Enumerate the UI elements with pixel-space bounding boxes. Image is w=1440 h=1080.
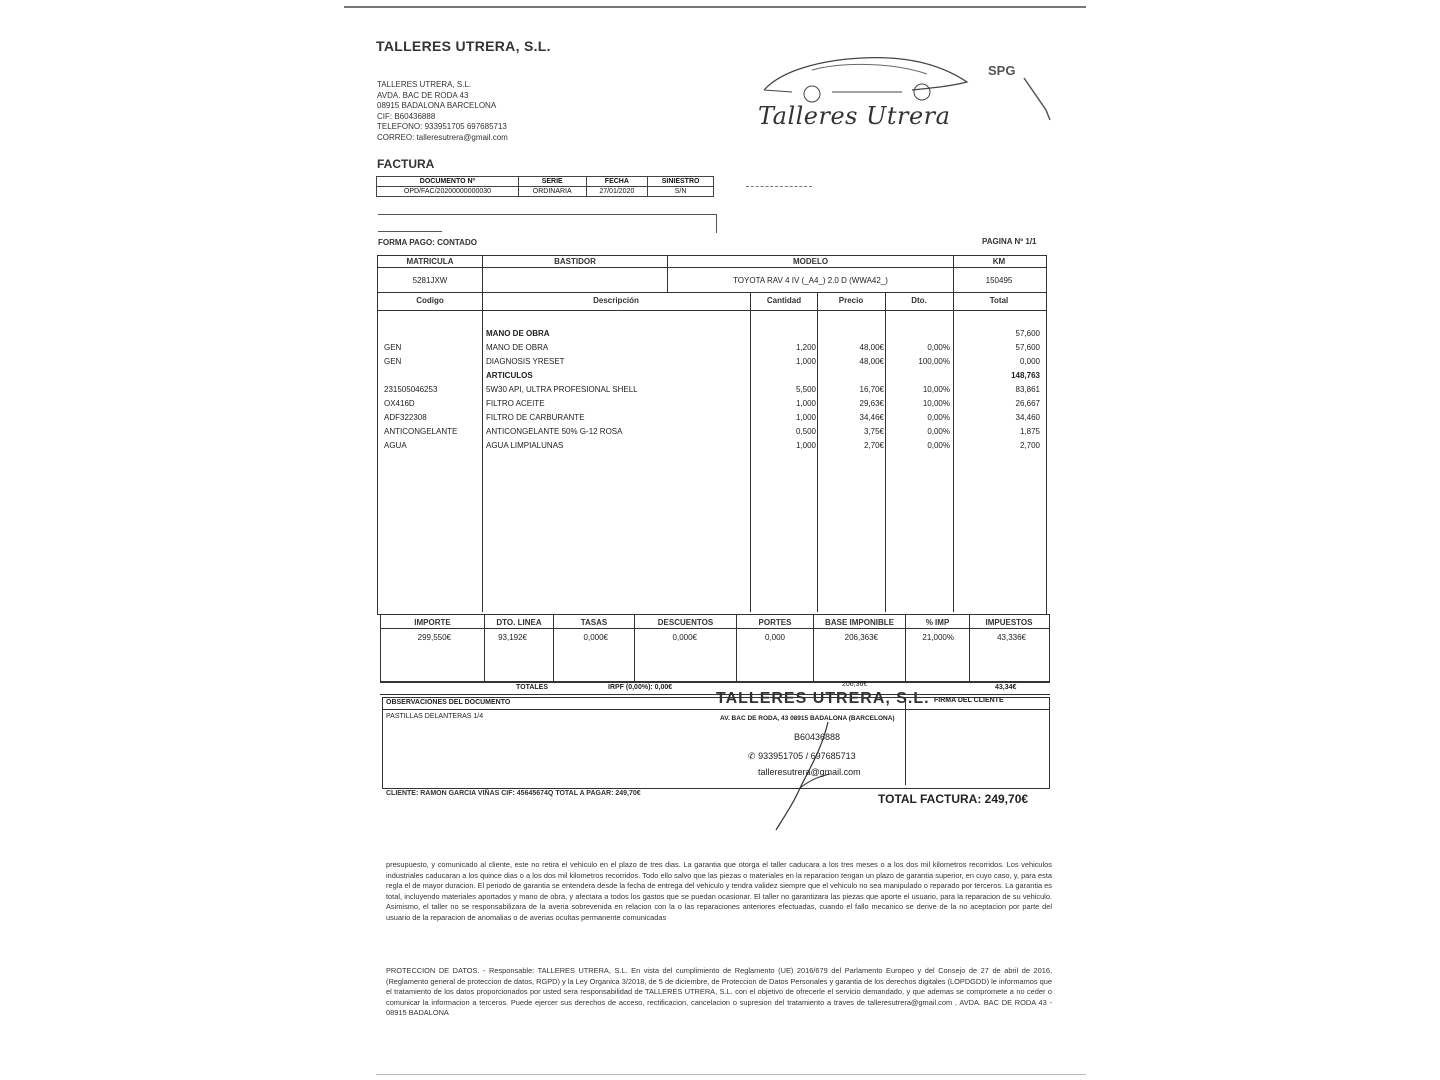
summary-header-imp: % IMP	[925, 618, 950, 627]
cell-cantidad: 1,000	[795, 413, 816, 422]
cell-dto: 10,00%	[922, 385, 950, 394]
cell-descripcion: FILTRO ACEITE	[486, 399, 545, 408]
cell-codigo: OX416D	[384, 399, 415, 408]
summary-header-tasas: TASAS	[580, 618, 608, 627]
value-km: 150495	[985, 276, 1013, 285]
value-matricula: 5281JXW	[412, 276, 448, 285]
cell-descripcion: DIAGNOSIS YRESET	[486, 357, 565, 366]
company-title: TALLERES UTRERA, S.L.	[376, 38, 551, 54]
observaciones-box	[382, 697, 1050, 789]
cell-total: 57,600	[1015, 343, 1040, 352]
value-serie: ORDINARIA	[518, 187, 586, 197]
header-fecha: FECHA	[586, 177, 648, 187]
cell-descripcion: ARTICULOS	[486, 371, 533, 380]
totales-label: TOTALES	[516, 684, 549, 691]
header-cantidad: Cantidad	[766, 296, 802, 305]
divider	[380, 628, 1050, 629]
table-row	[384, 413, 1040, 427]
proteccion-datos-text: PROTECCION DE DATOS. - Responsable: TALLERES UTRERA, S.L. En vista del cumplimiento de Reglamento (UE) 2016/679 del Parlamento Europeo y del Consejo de 27 de abril de 2016, (Reglamento general de proteccion de datos, RGPD) y la Ley Organica 3/2018, de 5 de diciembre, de Proteccion de Datos Personales y garantia de los derechos digitales (LOPDGDD) le informamos que el tratamiento de los datos proporcionados por usted sera responsabilidad de TALLERES UTRERA, S.L. con el objetivo de ofrecerle el servicio demandado, y que ademas se compromete a no ceder o comunicar la informacion a terceros. Puede ejercer sus derechos de acceso, rectificacion, cancelacion o supresion del tratamiento a traves de talleresutrera@gmail.com , AVDA. BAC DE RODA 43 - 08915 BADALONA	[386, 966, 1052, 1018]
cell-descripcion: MANO DE OBRA	[486, 343, 549, 352]
firma-label: FIRMA DEL CLIENTE	[934, 697, 1004, 704]
cell-precio: 3,75€	[863, 427, 884, 436]
invoice-title: FACTURA	[377, 157, 435, 171]
cell-cantidad: 1,200	[795, 343, 816, 352]
address-line: CIF: B60436888	[377, 111, 436, 121]
value-siniestro: S/N	[648, 187, 714, 197]
divider	[377, 310, 1047, 311]
cell-codigo: GEN	[384, 357, 402, 366]
cell-codigo: ANTICONGELANTE	[384, 427, 458, 436]
garantia-text: presupuesto, y comunicado al cliente, este no retira el vehiculo en el plazo de tres dias. La garantia que otorga el taller caducara a los tres meses o a los dos mil kilometros recorridos. Los vehiculos industriales caducaran a los quince dias o a los dos mil kilometros recorridos. Todo ello salvo que las piezas o materiales en la reparacion tengan un plazo de garantia superior, en cuyo caso, y, para esta regla el de mayor duracion. El periodo de garantia se entendera desde la fecha de entrega del vehiculo y tendra validez siempre que el vehiculo no sea manipulado o reparado por terceros. La garantia es total, incluyendo materiales aportados y mano de obra, y afectara a todos los gastos que se puedan ocasionar. El taller no garantizara las piezas que aporte el usuario, para la reparacion de su vehiculo. Asimismo, el taller no se responsabilizara de la averia sobrevenida en relacion con la o las reparaciones anteriores efectuadas, cuando el fallo mecanico se derive de la no aceptacion por parte del usuario de la reparacion de anomalias o de averias ocultas permanente comunicadas	[386, 860, 1052, 922]
value-modelo: TOYOTA RAV 4 IV (_A4_) 2.0 D (WWA42_)	[733, 276, 888, 285]
signature-icon	[770, 718, 860, 838]
cell-precio: 29,63€	[859, 399, 884, 408]
header-bastidor: BASTIDOR	[554, 257, 596, 266]
cell-cantidad: 1,000	[795, 357, 816, 366]
table-row	[384, 343, 1040, 357]
cell-dto: 0,00%	[927, 441, 950, 450]
summary-impuestos: 43,336€	[997, 633, 1026, 642]
header-km: KM	[992, 257, 1006, 266]
header-precio: Precio	[838, 296, 864, 305]
table-row	[384, 329, 1040, 343]
cell-dto: 0,00%	[927, 427, 950, 436]
cell-total: 0,000	[1019, 357, 1040, 366]
summary-header-dto-linea: DTO. LINEA	[496, 618, 542, 627]
table-row	[384, 399, 1040, 413]
header-documento: DOCUMENTO Nº	[377, 177, 519, 187]
cell-dto: 10,00%	[922, 399, 950, 408]
table-row	[384, 371, 1040, 385]
stamp-cif: B60436888	[794, 732, 841, 742]
summary-header-descuentos: DESCUENTOS	[657, 618, 714, 627]
redacted-line	[378, 231, 442, 232]
spg-mark: SPG	[988, 63, 1016, 78]
cell-cantidad: 1,000	[795, 399, 816, 408]
summary-base: 206,363€	[844, 633, 878, 642]
divider	[382, 709, 1050, 710]
summary-header-importe: IMPORTE	[414, 618, 451, 627]
cell-dto: 0,00%	[927, 413, 950, 422]
value-fecha: 27/01/2020	[586, 187, 648, 197]
cell-total: 34,460	[1015, 413, 1040, 422]
stamp-phones-text: 933951705 / 697685713	[758, 751, 856, 761]
cell-precio: 48,00€	[859, 343, 884, 352]
totales-base: 206,36€	[842, 681, 868, 688]
top-border-line	[344, 6, 1086, 8]
cell-descripcion: MANO DE OBRA	[486, 329, 550, 338]
bottom-border-line	[376, 1074, 1086, 1075]
address-line: TELEFONO: 933951705 697685713	[377, 122, 507, 131]
cell-descripcion: ANTICONGELANTE 50% G-12 ROSA	[486, 427, 623, 436]
page-number: PAGINA Nº 1/1	[982, 237, 1037, 246]
cell-codigo: ADF322308	[384, 413, 427, 422]
cell-codigo: GEN	[384, 343, 402, 352]
cell-dto: 0,00%	[927, 343, 950, 352]
cliente-line: CLIENTE: RAMON GARCIA VIÑAS CIF: 45645674Q TOTAL A PAGAR: 249,70€	[386, 790, 641, 797]
table-row	[384, 357, 1040, 371]
address-line: CORREO: talleresutrera@gmail.com	[377, 132, 508, 142]
totales-impuestos: 43,34€	[995, 684, 1017, 691]
header-serie: SERIE	[518, 177, 586, 187]
cell-total: 148,763	[1011, 371, 1040, 380]
line-items	[384, 329, 1040, 455]
header-descripcion: Descripción	[593, 296, 639, 305]
invoice-info-table	[376, 176, 714, 197]
summary-descuentos: 0,000€	[672, 633, 697, 642]
divider	[377, 292, 1047, 293]
summary-tasas: 0,000€	[583, 633, 608, 642]
header-total: Total	[989, 296, 1009, 305]
address-line: TALLERES UTRERA, S.L.	[377, 80, 472, 89]
stamp-address: AV. BAC DE RODA, 43 08915 BADALONA (BARCELONA)	[720, 715, 895, 722]
redacted-dash	[746, 186, 812, 188]
stamp-email: talleresutrera@gmail.com	[758, 767, 861, 777]
observaciones-label: OBSERVACIONES DEL DOCUMENTO	[386, 699, 511, 706]
value-documento: OPD/FAC/20200000000030	[377, 187, 519, 197]
cell-descripcion: FILTRO DE CARBURANTE	[486, 413, 585, 422]
forma-pago: FORMA PAGO: CONTADO	[378, 238, 477, 247]
cell-descripcion: AGUA LIMPIALUNAS	[486, 441, 564, 450]
cell-codigo: AGUA	[384, 441, 407, 450]
summary-header-base: BASE IMPONIBLE	[825, 618, 894, 627]
header-modelo: MODELO	[792, 257, 829, 266]
summary-dto-linea: 93,192€	[498, 633, 527, 642]
divider	[377, 267, 1047, 268]
cell-precio: 2,70€	[863, 441, 884, 450]
cell-total: 26,667	[1015, 399, 1040, 408]
table-row	[384, 441, 1040, 455]
cell-precio: 16,70€	[859, 385, 884, 394]
header-siniestro: SINIESTRO	[648, 177, 714, 187]
summary-header-portes: PORTES	[758, 618, 792, 627]
observaciones-text: PASTILLAS DELANTERAS 1/4	[386, 713, 484, 720]
header-dto: Dto.	[911, 296, 927, 305]
divider	[380, 694, 1050, 695]
stamp-title: TALLERES UTRERA, S.L.	[716, 690, 930, 707]
cell-precio: 48,00€	[859, 357, 884, 366]
logo-text: Talleres Utrera	[758, 102, 951, 130]
header-matricula: MATRICULA	[406, 257, 454, 266]
cell-precio: 34,46€	[859, 413, 884, 422]
divider	[380, 682, 1050, 683]
cell-descripcion: 5W30 API, ULTRA PROFESIONAL SHELL	[486, 385, 638, 394]
summary-header-impuestos: IMPUESTOS	[985, 618, 1033, 627]
cell-cantidad: 1,000	[795, 441, 816, 450]
header-codigo: Codigo	[416, 296, 444, 305]
summary-importe: 299,550€	[417, 633, 451, 642]
irpf-value: IRPF (0,00%): 0,00€	[608, 684, 673, 691]
address-line: AVDA. BAC DE RODA 43	[377, 90, 469, 100]
summary-imp: 21,000%	[922, 633, 954, 642]
cell-cantidad: 0,500	[795, 427, 816, 436]
cell-codigo: 231505046253	[384, 385, 438, 394]
divider	[905, 697, 906, 785]
cell-dto: 100,00%	[918, 357, 950, 366]
phone-icon: ✆	[748, 751, 756, 761]
company-address-block	[377, 80, 508, 143]
table-row	[384, 427, 1040, 441]
total-factura: TOTAL FACTURA: 249,70€	[878, 792, 1029, 806]
cell-total: 57,600	[1015, 329, 1040, 338]
cell-total: 2,700	[1019, 441, 1040, 450]
cell-total: 1,875	[1019, 427, 1040, 436]
address-line: 08915 BADALONA BARCELONA	[377, 101, 497, 110]
table-row	[384, 385, 1040, 399]
pen-mark-icon	[1020, 72, 1060, 127]
summary-portes: 0,000	[764, 633, 785, 642]
cell-cantidad: 5,500	[795, 385, 816, 394]
cell-total: 83,861	[1015, 385, 1040, 394]
